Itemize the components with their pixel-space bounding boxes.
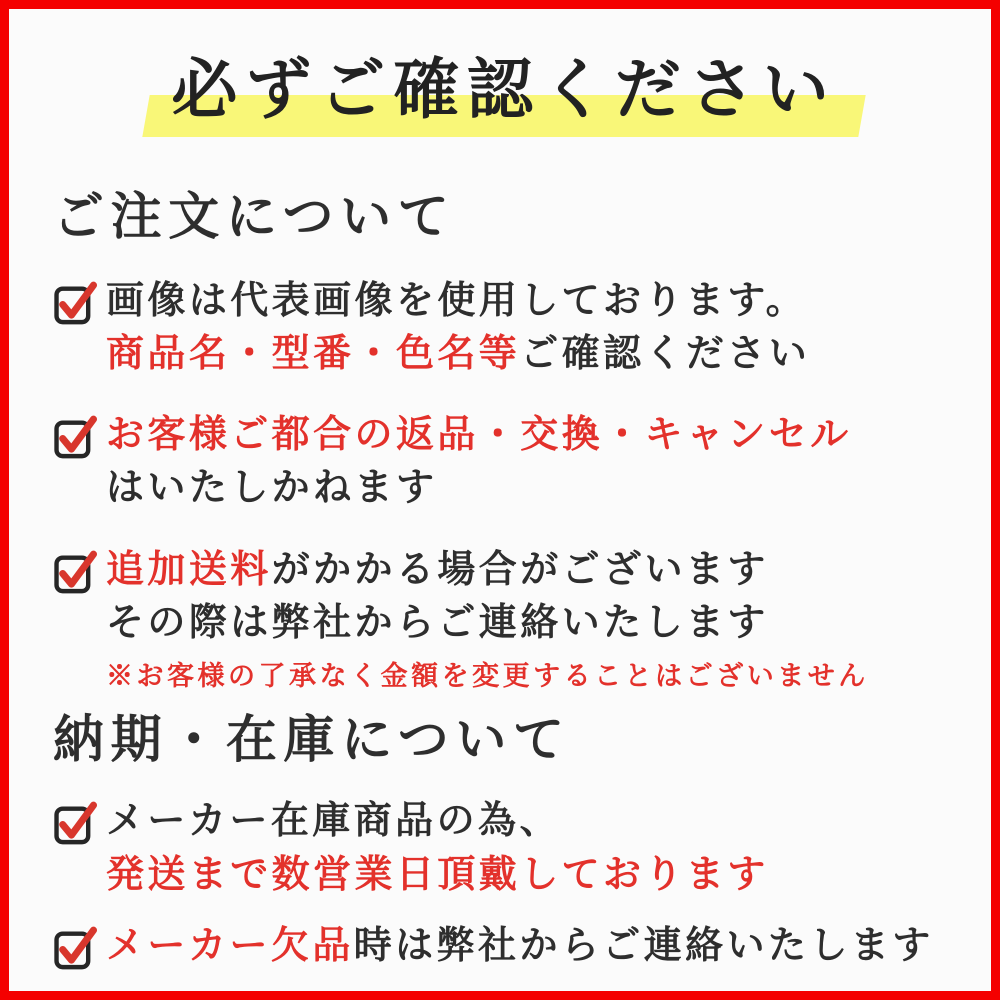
item-line (106, 328, 810, 381)
item-text (106, 275, 810, 381)
item-text (106, 920, 934, 973)
plain-text: その際は弊社からご連絡いたします (106, 601, 769, 644)
checklist-item-returns (53, 409, 955, 515)
checklist-item-representative-images (53, 275, 955, 381)
emphasis-text: 商品名・型番・色名等 (106, 332, 521, 375)
item-line (106, 544, 869, 597)
emphasis-text: メーカー欠品 (106, 924, 354, 967)
item-text (106, 544, 869, 696)
checked-checkbox-icon (53, 413, 97, 461)
page-title: 必ずご確認ください (171, 54, 837, 127)
checklist-item-extra-shipping (53, 544, 955, 696)
checklist-item-maker-shortage (53, 920, 955, 973)
page-title-row (53, 39, 955, 147)
checked-checkbox-icon (53, 924, 97, 972)
plain-text: 時は弊社からご連絡いたします (353, 924, 934, 967)
disclaimer-note: ※お客様の了承なく金額を変更することはございません (106, 660, 869, 691)
section-heading-orders: ご注文について (53, 190, 456, 246)
item-line (106, 920, 934, 973)
plain-text: がかかる場合がございます (271, 548, 769, 591)
item-text (106, 795, 769, 901)
checked-checkbox-icon (53, 279, 97, 327)
emphasis-text: 発送まで数営業日頂戴しております (106, 853, 769, 896)
checked-checkbox-icon (53, 799, 97, 847)
emphasis-text: 追加送料 (106, 548, 272, 591)
plain-text: はいたしかねます (106, 467, 438, 510)
item-line: 画像は代表画像を使用しております。 (106, 279, 808, 322)
section-heading-stock: 納期・在庫について (53, 712, 571, 769)
plain-text: メーカー在庫商品の為、 (106, 800, 561, 843)
item-text (106, 409, 852, 515)
notice-content (9, 9, 991, 973)
checked-checkbox-icon (53, 548, 97, 596)
plain-text: ご確認ください (520, 332, 811, 375)
emphasis-text: お客様ご都合の返品・交換・キャンセル (106, 414, 852, 457)
checklist-item-maker-stock (53, 795, 955, 901)
